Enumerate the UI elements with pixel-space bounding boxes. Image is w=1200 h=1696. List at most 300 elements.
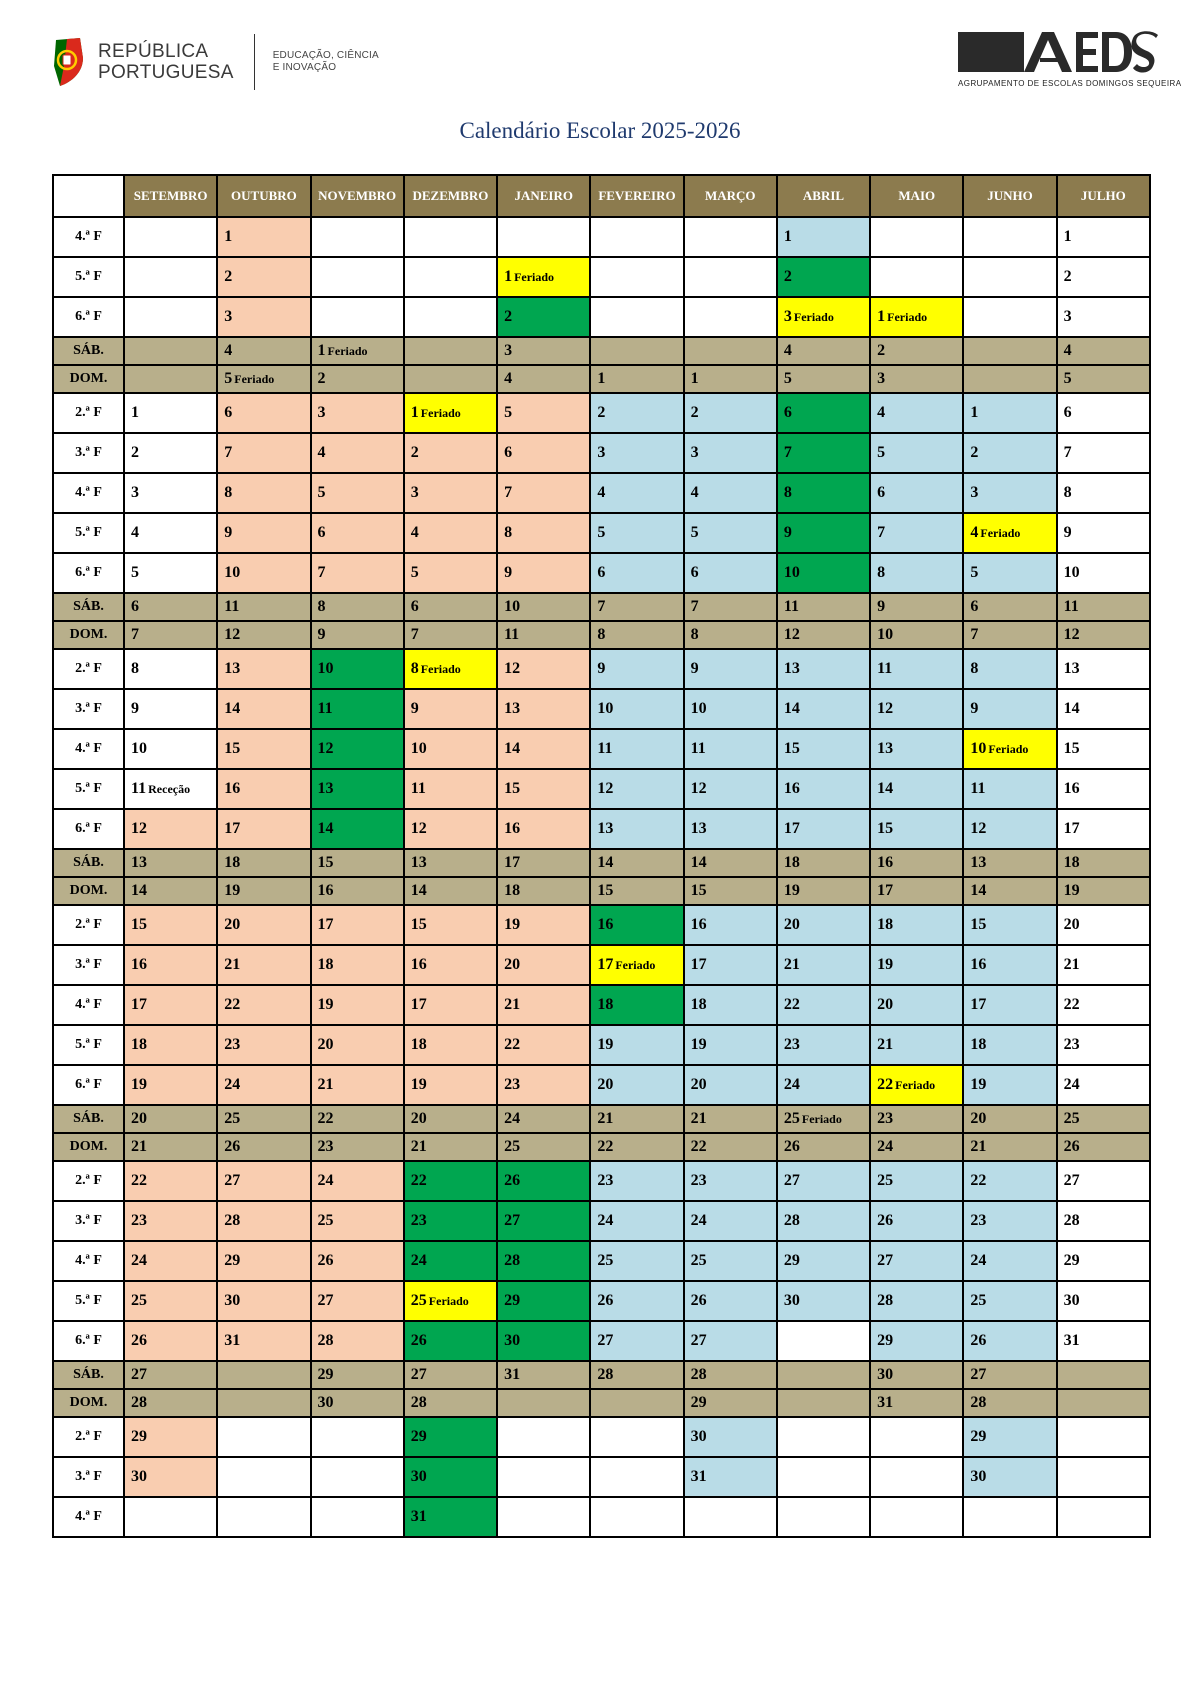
day-cell xyxy=(404,473,497,513)
weekday-label: 2.ª F xyxy=(53,649,124,689)
day-cell xyxy=(590,1281,683,1321)
day-number: 5 xyxy=(783,370,792,387)
day-cell xyxy=(684,905,777,945)
day-cell xyxy=(963,1161,1056,1201)
weekday-label: 6.ª F xyxy=(53,1321,124,1361)
day-cell xyxy=(124,1361,217,1389)
calendar-row xyxy=(53,1497,1150,1537)
day-number: 1 xyxy=(877,308,886,325)
day-cell xyxy=(217,393,310,433)
day-cell xyxy=(684,393,777,433)
day-cell xyxy=(217,621,310,649)
day-number: 12 xyxy=(783,626,800,643)
day-number: 21 xyxy=(1063,956,1080,973)
month-header-7: MARÇO xyxy=(684,175,777,217)
day-cell xyxy=(404,649,497,689)
day-number: 18 xyxy=(877,916,894,933)
day-number: 1 xyxy=(783,228,792,245)
corner-cell xyxy=(53,175,124,217)
day-cell xyxy=(870,1241,963,1281)
day-cell xyxy=(870,1161,963,1201)
day-number: 14 xyxy=(410,882,427,899)
weekday-label: DOM. xyxy=(53,1389,124,1417)
day-number: 14 xyxy=(317,820,334,837)
logo-divider xyxy=(254,34,255,90)
day-note: Feriado xyxy=(793,310,834,324)
day-number: 5 xyxy=(317,484,326,501)
day-number: 4 xyxy=(504,370,513,387)
day-number: 27 xyxy=(410,1366,427,1383)
day-cell xyxy=(870,1321,963,1361)
day-number: 23 xyxy=(690,1172,707,1189)
day-cell xyxy=(870,729,963,769)
day-cell xyxy=(777,877,870,905)
day-number: 20 xyxy=(877,996,894,1013)
day-cell xyxy=(777,257,870,297)
calendar-row xyxy=(53,1105,1150,1133)
day-cell xyxy=(311,809,404,849)
day-cell xyxy=(311,769,404,809)
day-cell xyxy=(404,849,497,877)
day-number: 24 xyxy=(504,1110,521,1127)
day-number: 15 xyxy=(877,820,894,837)
day-cell xyxy=(1057,1457,1150,1497)
day-number: 16 xyxy=(783,780,800,797)
weekday-label: 3.ª F xyxy=(53,689,124,729)
day-cell xyxy=(1057,877,1150,905)
day-cell xyxy=(217,1417,310,1457)
day-cell xyxy=(311,849,404,877)
day-cell xyxy=(870,1457,963,1497)
day-number: 2 xyxy=(131,444,139,461)
day-cell xyxy=(590,1241,683,1281)
day-cell xyxy=(684,337,777,365)
day-number: 17 xyxy=(783,820,800,837)
day-number: 13 xyxy=(224,660,241,677)
day-cell xyxy=(590,1065,683,1105)
day-number: 2 xyxy=(877,342,886,359)
calendar-row xyxy=(53,1457,1150,1497)
day-number: 4 xyxy=(690,484,699,501)
day-number: 25 xyxy=(877,1172,894,1189)
day-cell xyxy=(497,393,590,433)
day-cell xyxy=(1057,945,1150,985)
day-number: 8 xyxy=(597,626,606,643)
day-number: 28 xyxy=(317,1332,334,1349)
day-cell xyxy=(963,1065,1056,1105)
day-cell xyxy=(217,769,310,809)
day-cell xyxy=(1057,365,1150,393)
day-number: 10 xyxy=(131,740,147,757)
day-number: 23 xyxy=(224,1036,241,1053)
day-cell xyxy=(590,1361,683,1389)
day-cell xyxy=(124,1105,217,1133)
day-cell xyxy=(124,1161,217,1201)
day-cell xyxy=(124,297,217,337)
day-cell xyxy=(684,985,777,1025)
day-cell xyxy=(1057,809,1150,849)
day-number: 21 xyxy=(690,1110,707,1127)
day-number: 10 xyxy=(597,700,614,717)
day-cell xyxy=(684,1105,777,1133)
day-number: 16 xyxy=(410,956,427,973)
day-cell xyxy=(777,1105,870,1133)
weekday-label: SÁB. xyxy=(53,1105,124,1133)
day-cell xyxy=(684,1241,777,1281)
day-number: 2 xyxy=(224,268,233,285)
day-cell xyxy=(124,1281,217,1321)
day-number: 3 xyxy=(317,404,326,421)
day-cell xyxy=(124,729,217,769)
day-cell xyxy=(1057,553,1150,593)
day-number: 27 xyxy=(131,1366,147,1383)
day-cell xyxy=(590,729,683,769)
day-cell xyxy=(590,1133,683,1161)
day-number: 30 xyxy=(783,1292,800,1309)
day-cell xyxy=(684,689,777,729)
weekday-label: 2.ª F xyxy=(53,1417,124,1457)
day-cell xyxy=(404,1105,497,1133)
day-number: 7 xyxy=(690,598,699,615)
day-cell xyxy=(777,905,870,945)
month-header-5: JANEIRO xyxy=(497,175,590,217)
day-number: 25 xyxy=(317,1212,334,1229)
day-number: 23 xyxy=(410,1212,427,1229)
day-number: 14 xyxy=(783,700,800,717)
day-cell xyxy=(777,1025,870,1065)
day-number: 27 xyxy=(224,1172,241,1189)
day-number: 7 xyxy=(131,626,139,643)
day-cell xyxy=(870,945,963,985)
day-cell xyxy=(870,1065,963,1105)
day-cell xyxy=(404,1389,497,1417)
day-cell xyxy=(777,1133,870,1161)
day-cell xyxy=(497,905,590,945)
calendar-header xyxy=(53,175,1150,217)
day-cell xyxy=(684,513,777,553)
day-number: 25 xyxy=(224,1110,241,1127)
day-cell xyxy=(404,1361,497,1389)
day-number: 1 xyxy=(1063,228,1072,245)
weekday-label: 6.ª F xyxy=(53,553,124,593)
day-cell xyxy=(684,877,777,905)
day-cell xyxy=(217,729,310,769)
day-number: 5 xyxy=(224,370,233,387)
day-cell xyxy=(684,945,777,985)
day-cell xyxy=(497,809,590,849)
day-cell xyxy=(963,513,1056,553)
day-number: 28 xyxy=(783,1212,800,1229)
day-note: Feriado xyxy=(895,1078,936,1092)
day-number: 26 xyxy=(224,1138,241,1155)
day-number: 20 xyxy=(224,916,241,933)
day-cell xyxy=(497,1105,590,1133)
day-number: 24 xyxy=(877,1138,894,1155)
weekday-label: 6.ª F xyxy=(53,809,124,849)
day-number: 17 xyxy=(131,996,147,1013)
day-number: 21 xyxy=(597,1110,614,1127)
day-number: 6 xyxy=(410,598,419,615)
day-cell xyxy=(870,1201,963,1241)
day-number: 20 xyxy=(410,1110,427,1127)
day-cell xyxy=(497,1133,590,1161)
day-cell xyxy=(870,297,963,337)
day-number: 28 xyxy=(597,1366,614,1383)
day-cell xyxy=(404,729,497,769)
government-name xyxy=(98,41,234,83)
day-cell xyxy=(684,1321,777,1361)
day-number: 12 xyxy=(1063,626,1080,643)
day-cell xyxy=(217,433,310,473)
day-cell xyxy=(777,1389,870,1417)
day-number: 9 xyxy=(317,626,326,643)
calendar-row xyxy=(53,809,1150,849)
day-cell xyxy=(870,1281,963,1321)
day-number: 7 xyxy=(224,444,233,461)
day-number: 3 xyxy=(224,308,233,325)
day-number: 14 xyxy=(690,854,707,871)
day-cell xyxy=(590,985,683,1025)
day-cell xyxy=(870,393,963,433)
day-number: 18 xyxy=(317,956,334,973)
ministry-name xyxy=(273,50,379,74)
day-number: 13 xyxy=(690,820,707,837)
day-cell xyxy=(124,1497,217,1537)
day-number: 15 xyxy=(317,854,334,871)
day-number: 23 xyxy=(131,1212,147,1229)
day-number: 25 xyxy=(410,1292,427,1309)
day-number: 16 xyxy=(504,820,521,837)
government-name-line2: PORTUGUESA xyxy=(98,62,234,83)
day-number: 10 xyxy=(783,564,800,581)
day-cell xyxy=(124,1133,217,1161)
day-cell xyxy=(124,809,217,849)
calendar-row xyxy=(53,1201,1150,1241)
day-number: 7 xyxy=(504,484,513,501)
calendar-body xyxy=(53,217,1150,1537)
day-cell xyxy=(311,729,404,769)
day-number: 11 xyxy=(317,700,333,717)
day-number: 6 xyxy=(317,524,326,541)
day-cell xyxy=(497,649,590,689)
day-number: 25 xyxy=(690,1252,707,1269)
day-cell xyxy=(870,621,963,649)
day-number: 29 xyxy=(783,1252,800,1269)
day-number: 19 xyxy=(690,1036,707,1053)
day-number: 14 xyxy=(504,740,521,757)
day-number: 19 xyxy=(410,1076,427,1093)
day-cell xyxy=(217,473,310,513)
day-number: 2 xyxy=(504,308,513,325)
day-number: 21 xyxy=(970,1138,987,1155)
day-cell xyxy=(777,649,870,689)
day-cell xyxy=(1057,1105,1150,1133)
day-number: 3 xyxy=(1063,308,1072,325)
day-note: Feriado xyxy=(234,372,275,386)
day-cell xyxy=(217,689,310,729)
day-cell xyxy=(217,1161,310,1201)
day-cell xyxy=(963,1201,1056,1241)
day-cell xyxy=(777,1161,870,1201)
day-cell xyxy=(870,1417,963,1457)
day-cell xyxy=(963,729,1056,769)
day-cell xyxy=(497,473,590,513)
day-number: 6 xyxy=(970,598,979,615)
day-number: 17 xyxy=(877,882,894,899)
weekday-label: 6.ª F xyxy=(53,297,124,337)
day-cell xyxy=(777,1417,870,1457)
calendar-row xyxy=(53,1417,1150,1457)
portugal-emblem-icon xyxy=(50,36,86,88)
day-cell xyxy=(404,553,497,593)
day-number: 1 xyxy=(970,404,979,421)
day-number: 10 xyxy=(970,740,987,757)
day-number: 2 xyxy=(597,404,606,421)
day-cell xyxy=(590,877,683,905)
day-cell xyxy=(870,1361,963,1389)
day-cell xyxy=(684,1389,777,1417)
day-number: 18 xyxy=(970,1036,987,1053)
weekday-label: 5.ª F xyxy=(53,257,124,297)
day-number: 26 xyxy=(131,1332,147,1349)
day-number: 12 xyxy=(504,660,521,677)
day-cell xyxy=(497,257,590,297)
month-header-1: SETEMBRO xyxy=(124,175,217,217)
month-header-3: NOVEMBRO xyxy=(311,175,404,217)
day-number: 16 xyxy=(224,780,241,797)
day-number: 12 xyxy=(410,820,427,837)
day-cell xyxy=(590,1025,683,1065)
day-cell xyxy=(963,945,1056,985)
day-number: 10 xyxy=(224,564,241,581)
calendar-row xyxy=(53,1065,1150,1105)
day-cell xyxy=(1057,1417,1150,1457)
day-number: 9 xyxy=(597,660,606,677)
weekday-label: 4.ª F xyxy=(53,1241,124,1281)
day-number: 1 xyxy=(597,370,606,387)
day-number: 14 xyxy=(1063,700,1080,717)
day-cell xyxy=(684,473,777,513)
day-number: 26 xyxy=(597,1292,614,1309)
day-number: 3 xyxy=(504,342,513,359)
day-number: 13 xyxy=(783,660,800,677)
day-number: 27 xyxy=(690,1332,707,1349)
day-cell xyxy=(311,945,404,985)
day-cell xyxy=(404,945,497,985)
day-cell xyxy=(870,513,963,553)
calendar-row xyxy=(53,433,1150,473)
day-cell xyxy=(684,217,777,257)
day-number: 17 xyxy=(597,956,614,973)
day-cell xyxy=(870,1105,963,1133)
day-number: 10 xyxy=(504,598,521,615)
day-number: 7 xyxy=(410,626,419,643)
calendar-row xyxy=(53,553,1150,593)
day-cell xyxy=(404,257,497,297)
month-header-2: OUTUBRO xyxy=(217,175,310,217)
day-cell xyxy=(590,1105,683,1133)
day-cell xyxy=(590,217,683,257)
day-cell xyxy=(311,393,404,433)
day-cell xyxy=(404,985,497,1025)
day-cell xyxy=(124,1417,217,1457)
day-number: 16 xyxy=(317,882,334,899)
day-cell xyxy=(497,553,590,593)
day-number: 26 xyxy=(504,1172,521,1189)
school-logo xyxy=(958,30,1182,92)
day-cell xyxy=(870,1497,963,1537)
day-cell xyxy=(963,1025,1056,1065)
day-cell xyxy=(777,433,870,473)
day-cell xyxy=(124,473,217,513)
day-number: 16 xyxy=(877,854,894,871)
day-cell xyxy=(217,1133,310,1161)
day-cell xyxy=(124,1457,217,1497)
day-number: 14 xyxy=(877,780,894,797)
day-number: 15 xyxy=(410,916,427,933)
day-number: 29 xyxy=(1063,1252,1080,1269)
day-cell xyxy=(404,513,497,553)
day-number: 23 xyxy=(504,1076,521,1093)
weekday-label: DOM. xyxy=(53,365,124,393)
day-number: 4 xyxy=(783,342,792,359)
day-number: 17 xyxy=(410,996,427,1013)
weekday-label: 3.ª F xyxy=(53,1201,124,1241)
day-cell xyxy=(684,1361,777,1389)
aeds-logo-icon xyxy=(958,30,1158,76)
weekday-label: 4.ª F xyxy=(53,1497,124,1537)
weekday-label: 3.ª F xyxy=(53,945,124,985)
day-number: 13 xyxy=(970,854,987,871)
day-cell xyxy=(684,649,777,689)
day-number: 16 xyxy=(970,956,987,973)
day-cell xyxy=(497,1321,590,1361)
day-number: 24 xyxy=(224,1076,241,1093)
day-number: 9 xyxy=(690,660,699,677)
day-number: 8 xyxy=(410,660,419,677)
weekday-label: 4.ª F xyxy=(53,985,124,1025)
day-cell xyxy=(590,1201,683,1241)
day-number: 19 xyxy=(970,1076,987,1093)
day-cell xyxy=(497,1361,590,1389)
day-cell xyxy=(870,1389,963,1417)
day-number: 9 xyxy=(131,700,139,717)
day-number: 28 xyxy=(877,1292,894,1309)
day-number: 25 xyxy=(783,1110,800,1127)
day-number: 13 xyxy=(597,820,614,837)
day-cell xyxy=(404,809,497,849)
day-number: 9 xyxy=(504,564,513,581)
day-number: 16 xyxy=(1063,780,1080,797)
day-cell xyxy=(870,553,963,593)
day-cell xyxy=(963,649,1056,689)
day-cell xyxy=(311,1361,404,1389)
day-cell xyxy=(311,365,404,393)
day-cell xyxy=(404,905,497,945)
day-cell xyxy=(497,297,590,337)
calendar-row xyxy=(53,297,1150,337)
day-number: 10 xyxy=(877,626,894,643)
day-cell xyxy=(311,1133,404,1161)
day-cell xyxy=(311,1105,404,1133)
day-number: 9 xyxy=(877,598,886,615)
weekday-label: DOM. xyxy=(53,621,124,649)
day-cell xyxy=(777,513,870,553)
day-cell xyxy=(590,689,683,729)
day-number: 12 xyxy=(597,780,614,797)
day-number: 4 xyxy=(317,444,326,461)
day-cell xyxy=(497,689,590,729)
